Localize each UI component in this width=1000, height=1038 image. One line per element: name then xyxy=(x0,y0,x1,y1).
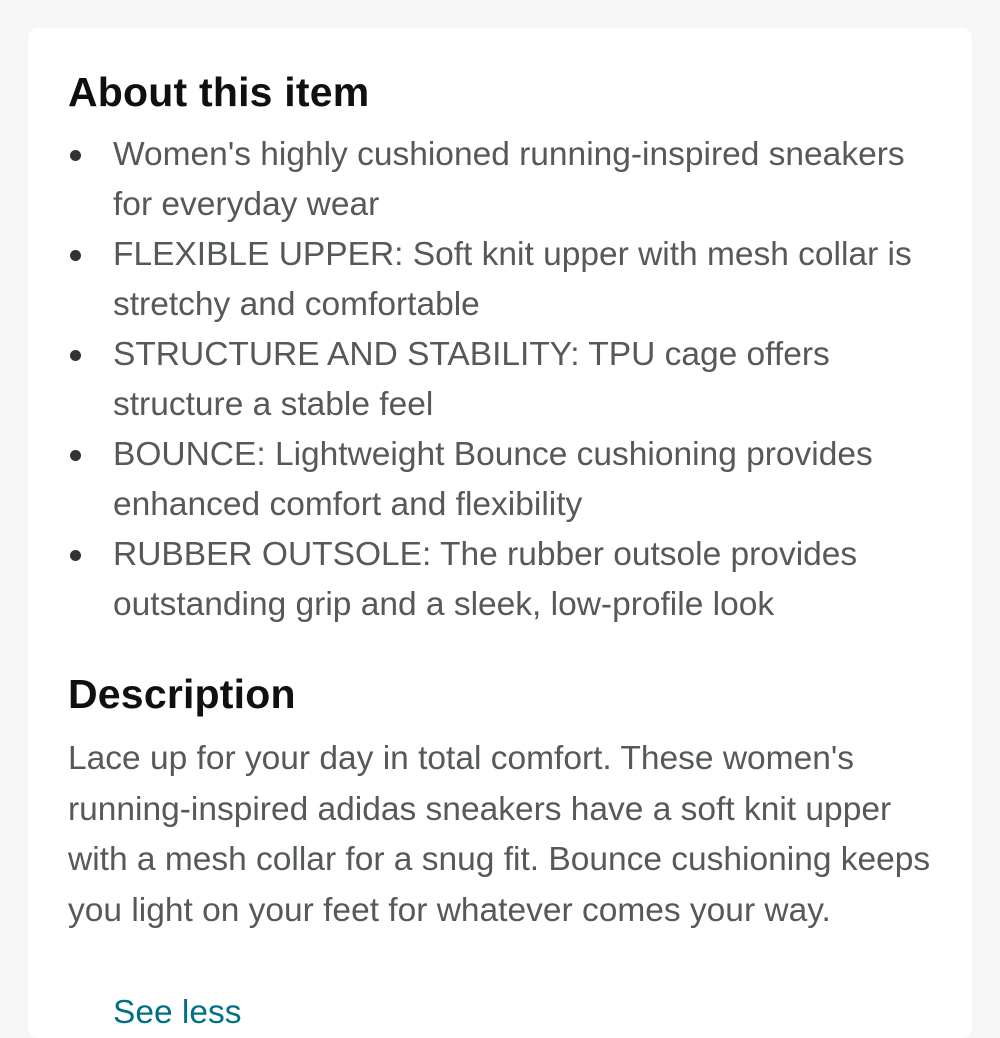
feature-bullet-item xyxy=(68,430,948,530)
feature-bullet-item xyxy=(68,330,948,430)
about-this-item-heading: About this item xyxy=(68,69,370,115)
bullet-icon xyxy=(70,250,81,261)
feature-bullet-text: BOUNCE: Lightweight Bounce cushioning provides enhanced comfort and flexibility xyxy=(113,436,873,523)
feature-bullet-list xyxy=(68,130,948,630)
feature-bullet-text: Women's highly cushioned running-inspired sneakers for everyday wear xyxy=(113,136,905,223)
description-text: Lace up for your day in total comfort. These women's running-inspired adidas sneakers have a soft knit upper with a mesh collar for a snug fit. Bounce cushioning keeps you light on your feet for whatever comes your way. xyxy=(68,740,931,929)
bullet-icon xyxy=(70,350,81,361)
feature-bullet-text: STRUCTURE AND STABILITY: TPU cage offers structure a stable feel xyxy=(113,336,830,423)
feature-bullet-text: FLEXIBLE UPPER: Soft knit upper with mesh collar is stretchy and comfortable xyxy=(113,236,912,323)
bullet-icon xyxy=(70,450,81,461)
product-details-card xyxy=(28,28,972,1038)
description-heading: Description xyxy=(68,671,296,717)
feature-bullet-item xyxy=(68,530,948,630)
bullet-icon xyxy=(70,150,81,161)
feature-bullet-item xyxy=(68,230,948,330)
feature-bullet-item xyxy=(68,130,948,230)
bullet-icon xyxy=(70,550,81,561)
see-less-link[interactable]: See less xyxy=(113,994,242,1031)
feature-bullet-text: RUBBER OUTSOLE: The rubber outsole provides outstanding grip and a sleek, low-profile look xyxy=(113,536,858,623)
